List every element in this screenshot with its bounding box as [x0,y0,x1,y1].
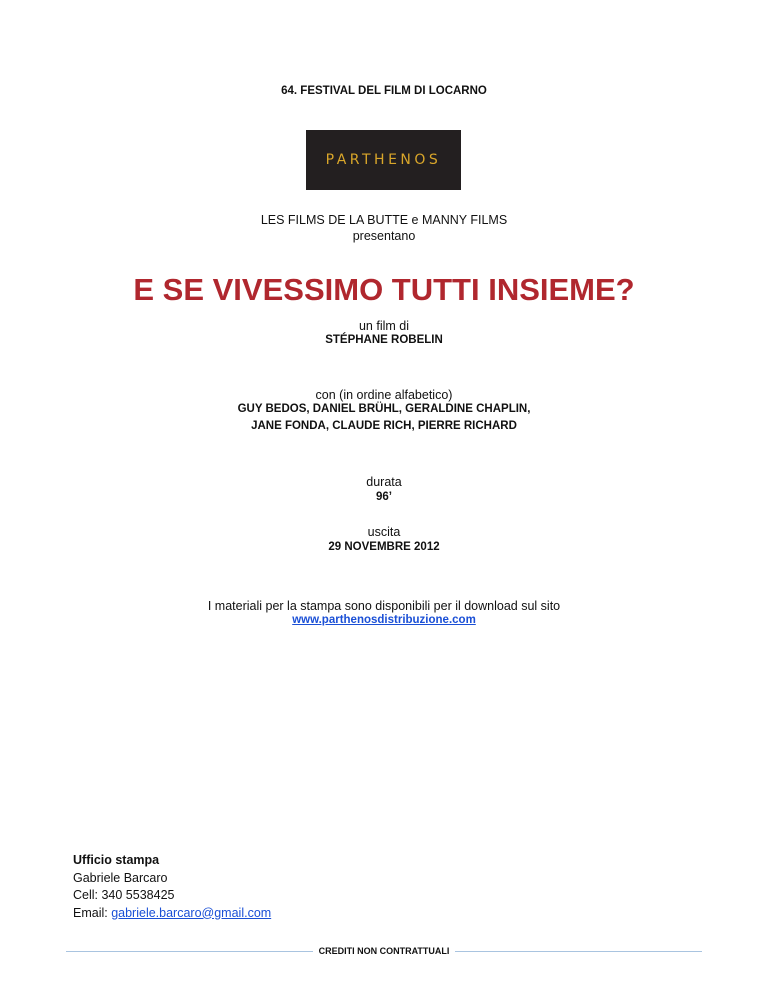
release-date: 29 NOVEMBRE 2012 [328,541,440,553]
press-contact-name: Gabriele Barcaro [73,870,168,885]
release-label: uscita [367,525,401,539]
email-label: Email: [73,905,112,920]
email-link[interactable]: gabriele.barcaro@gmail.com [111,905,272,920]
presenting-line: presentano [352,229,416,243]
director-name: STÉPHANE ROBELIN [325,334,443,346]
presentation-block [0,212,768,244]
parthenos-logo [306,130,461,190]
festival-heading: 64. FESTIVAL DEL FILM DI LOCARNO [281,85,487,97]
press-contact-cell: Cell: 340 5538425 [73,888,175,902]
footer [0,945,768,957]
film-by-label: un film di [358,319,410,333]
film-title: E SE VIVESSIMO TUTTI INSIEME? [133,272,635,307]
logo-text: PARTHENOS [325,152,442,168]
materials-text: I materiali per la stampa sono disponibili per il download sul sito [207,599,561,613]
footer-text: CREDITI NON CONTRATTUALI [313,946,456,956]
duration-label: durata [366,475,402,489]
press-contact-email-row [73,905,271,923]
duration-value: 96’ [376,491,392,503]
press-office [73,852,271,922]
website-line [0,614,768,626]
cast-line-1: GUY BEDOS, DANIEL BRÜHL, GERALDINE CHAPLIN, [237,403,531,415]
producers-line: LES FILMS DE LA BUTTE e MANNY FILMS [260,213,508,227]
cast-label: con (in ordine alfabetico) [315,388,453,402]
cast-line-2: JANE FONDA, CLAUDE RICH, PIERRE RICHARD [251,420,517,432]
press-office-heading: Ufficio stampa [73,853,160,867]
website-link[interactable]: www.parthenosdistribuzione.com [292,614,476,626]
